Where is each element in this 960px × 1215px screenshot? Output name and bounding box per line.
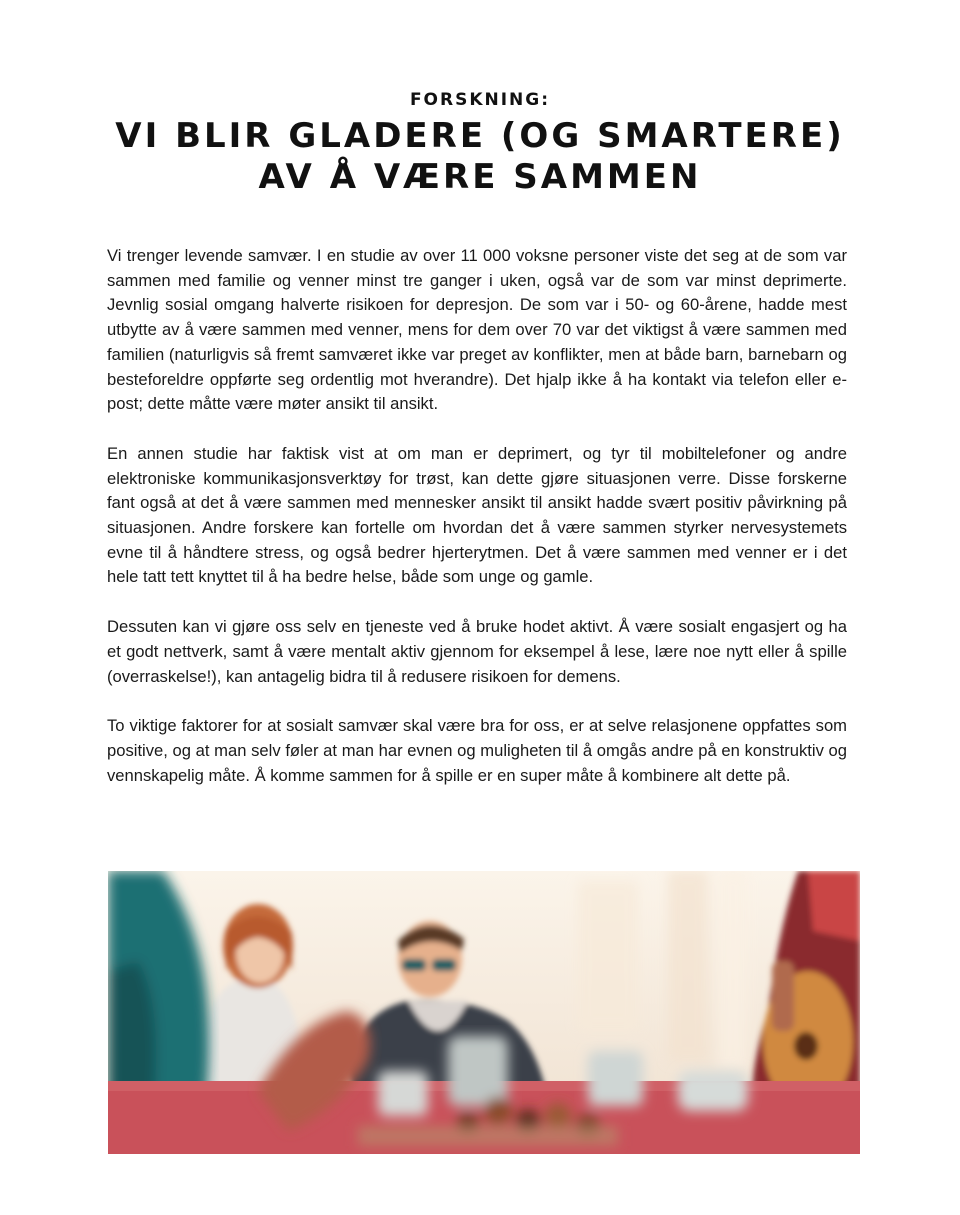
article-body xyxy=(107,244,847,813)
paragraph: Dessuten kan vi gjøre oss selv en tjeneste ved å bruke hodet aktivt. Å være sosialt engasjert og ha et godt nettverk, samt å være mentalt aktiv gjennom for eksempel å lese, lære noe nytt eller å spille (overraskelse!), kan antagelig bidra til å redusere risikoen for demens. xyxy=(107,617,847,686)
article-header xyxy=(0,90,960,198)
photo-illustration xyxy=(108,871,860,1154)
kicker-label: FORSKNING: xyxy=(409,90,551,110)
paragraph: En annen studie har faktisk vist at om man er deprimert, og tyr til mobiltelefoner og andre elektroniske kommunikasjonsverktøy for trøst, kan dette gjøre situasjonen verre. Disse forskerne fant også at det å være sammen med mennesker ansikt til ansikt hadde svært positiv påvirkning på situasjonen. Andre forskere kan fortelle om hvordan det å være sammen styrker nervesystemets evne til å håndtere stress, og også bedrer hjerterytmen. Det å være sammen med venner er i det hele tatt tett knyttet til å ha bedre helse, både som unge og gamle. xyxy=(107,443,847,587)
page-title: VI BLIR GLADERE (OG SMARTERE) AV Å VÆRE SAMMEN xyxy=(115,116,845,197)
paragraph: To viktige faktorer for at sosialt samvær skal være bra for oss, er at selve relasjonene oppfattes som positive, og at man selv føler at man har evnen og muligheten til å omgås andre på en konstruktiv og vennskapelig måte. Å komme sammen for å spille er en super måte å kombinere alt dette på. xyxy=(107,716,847,785)
people-playing-chess-photo xyxy=(108,871,860,1154)
paragraph: Vi trenger levende samvær. I en studie av over 11 000 voksne personer viste det seg at de som var sammen med familie og venner minst tre ganger i uken, også var de som var minst deprimerte. Jevnlig sosial omgang halverte risikoen for depresjon. De som var i 50- og 60-årene, hadde mest utbytte av å være sammen med venner, mens for dem over 70 var det viktigst å være sammen med familien (naturligvis så fremt samværet ikke var preget av konflikter, men at både barn, barnebarn og besteforeldre oppførte seg ordentlig mot hverandre). Det hjalp ikke å ha kontakt via telefon eller e-post; dette måtte være møter ansikt til ansikt. xyxy=(107,246,847,414)
